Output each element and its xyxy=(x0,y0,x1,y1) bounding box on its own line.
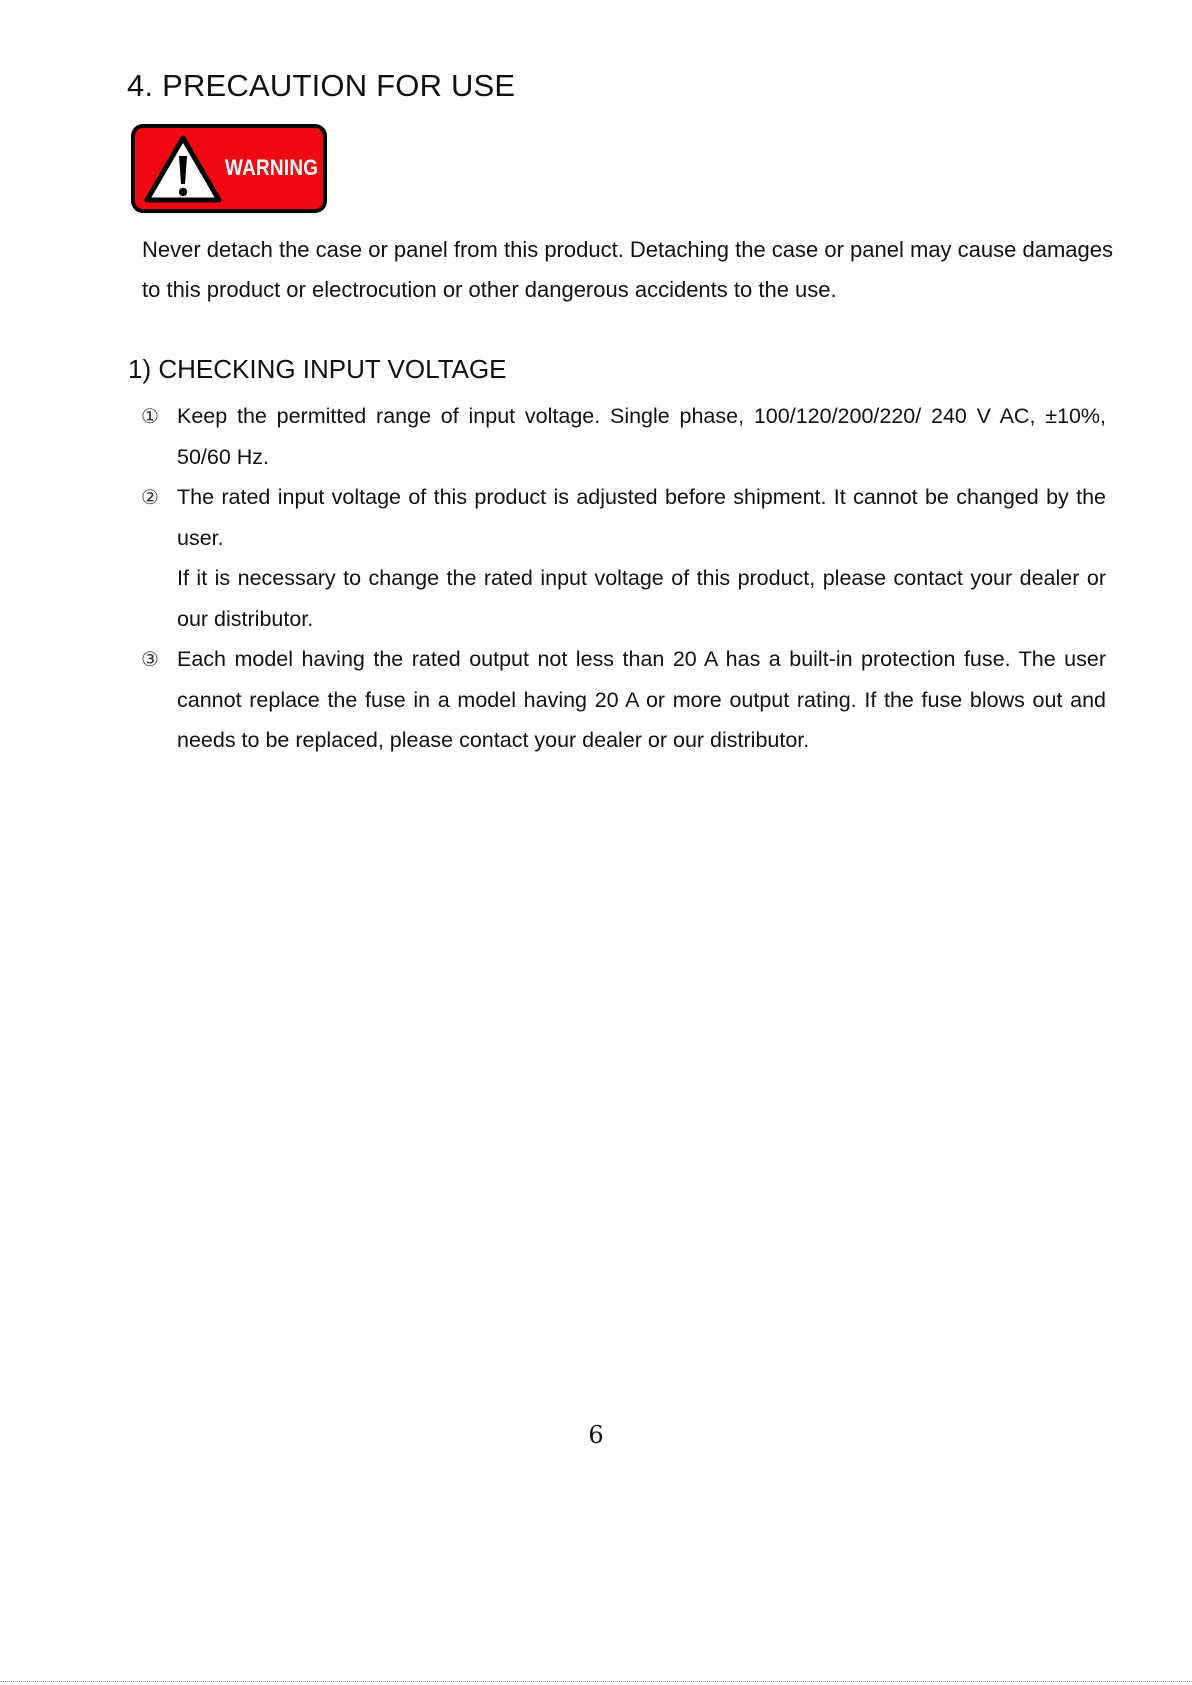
item-number: ② xyxy=(141,485,159,509)
item-number: ① xyxy=(141,404,159,428)
warning-badge xyxy=(131,124,327,213)
warning-triangle-icon xyxy=(143,134,223,206)
page-number: 6 xyxy=(588,1421,604,1449)
item-paragraph: If it is necessary to change the rated input voltage of this product, please contact your dealer or our distributor. xyxy=(177,566,1106,631)
subsection-title: 1) CHECKING INPUT VOLTAGE xyxy=(128,354,507,384)
precaution-list xyxy=(141,396,1106,761)
page-bottom-rule xyxy=(0,1681,1192,1682)
item-paragraph: Each model having the rated output not less than 20 A has a built-in protection fuse. The user cannot replace the fuse in a model having 20 A or more output rating. If the fuse blows out and needs to be replaced, please contact your dealer or our distributor. xyxy=(177,647,1106,752)
item-number: ③ xyxy=(141,647,159,671)
list-item xyxy=(141,639,1106,761)
item-paragraph: Keep the permitted range of input voltage. Single phase, 100/120/200/220/ 240 V AC, ±10%, 50/60 Hz. xyxy=(177,404,1106,469)
item-paragraph: The rated input voltage of this product is adjusted before shipment. It cannot be changed by the user. xyxy=(177,485,1106,550)
warning-text: Never detach the case or panel from this product. Detaching the case or panel may cause damages to this product or electrocution or other dangerous accidents to the use. xyxy=(142,237,1113,302)
list-item xyxy=(141,477,1106,639)
list-item xyxy=(141,396,1106,477)
warning-label: WARNING xyxy=(225,155,319,180)
section-title: 4. PRECAUTION FOR USE xyxy=(127,68,516,103)
